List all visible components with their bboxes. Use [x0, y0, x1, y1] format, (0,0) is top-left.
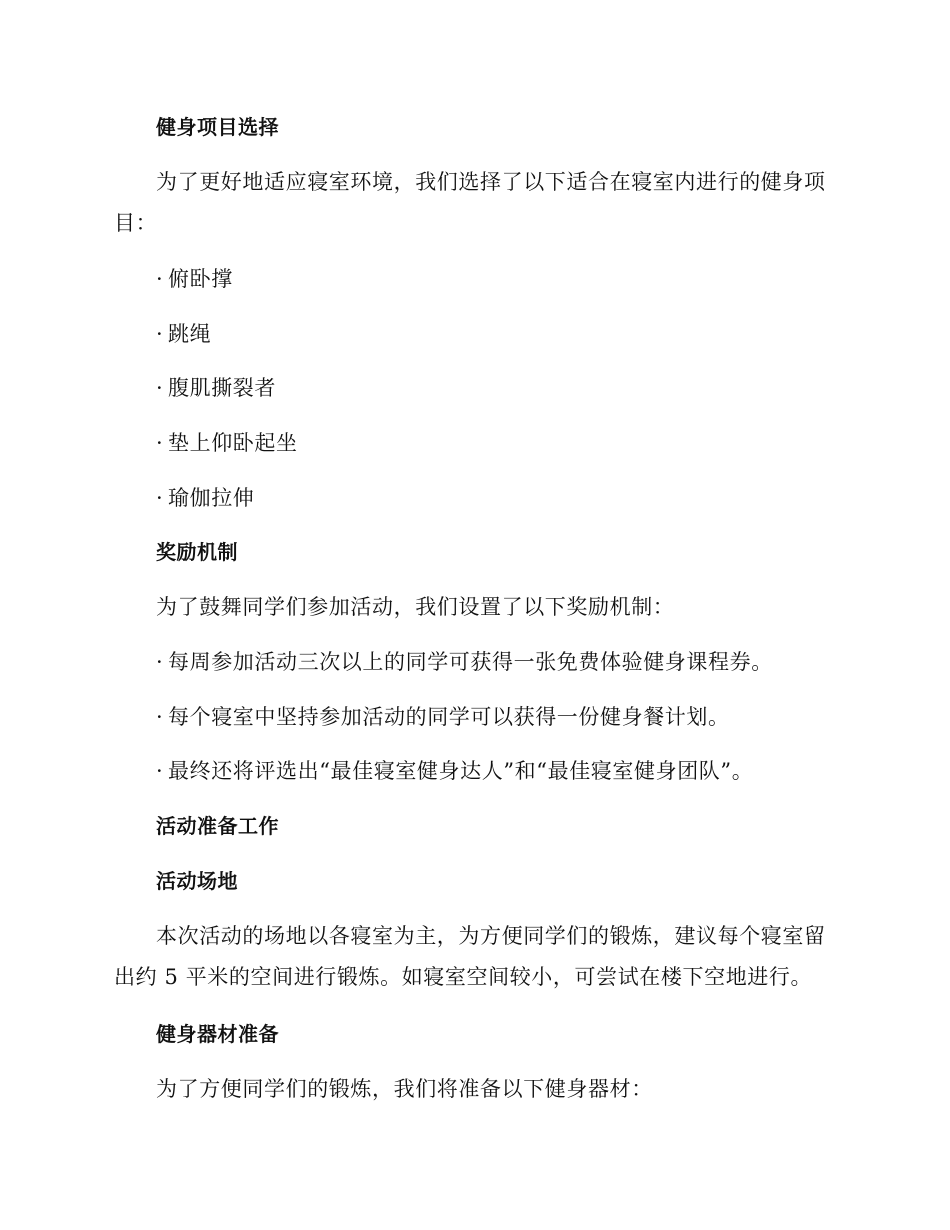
list-item-text: 垫上仰卧起坐	[168, 431, 298, 455]
bullet: ·	[156, 322, 164, 346]
section-heading-fitness-items: 健身项目选择	[156, 115, 279, 139]
list-item	[114, 374, 876, 402]
bullet: ·	[156, 431, 164, 455]
paragraph-fitness-intro: 为了更好地适应寝室环境，我们选择了以下适合在寝室内进行的健身项目：	[114, 170, 826, 235]
bullet: ·	[156, 267, 164, 291]
list-item	[114, 265, 876, 293]
list-item-text: 最终还将评选出“最佳寝室健身达人”和“最佳寝室健身团队”。	[168, 759, 754, 783]
bullet: ·	[156, 376, 164, 400]
section-heading-equipment: 健身器材准备	[156, 1022, 279, 1046]
list-item	[114, 648, 876, 676]
list-item-text: 每周参加活动三次以上的同学可获得一张免费体验健身课程券。	[168, 650, 773, 674]
paragraph-venue: 本次活动的场地以各寝室为主，为方便同学们的锻炼，建议每个寝室留出约 5 平米的空间进行锻炼。如寝室空间较小，可尝试在楼下空地进行。	[114, 924, 826, 989]
paragraph-rewards-intro: 为了鼓舞同学们参加活动，我们设置了以下奖励机制：	[156, 595, 675, 619]
list-item	[114, 703, 876, 731]
section-heading-venue: 活动场地	[156, 869, 238, 893]
bullet: ·	[156, 705, 164, 729]
bullet: ·	[156, 486, 164, 510]
list-item-text: 瑜伽拉伸	[168, 486, 255, 510]
list-item	[114, 757, 876, 785]
list-item-text: 跳绳	[168, 322, 212, 346]
list-item	[114, 320, 876, 348]
section-heading-preparation: 活动准备工作	[156, 814, 279, 838]
list-item	[114, 429, 876, 457]
list-item-text: 每个寝室中坚持参加活动的同学可以获得一份健身餐计划。	[168, 705, 730, 729]
bullet: ·	[156, 650, 164, 674]
list-item	[114, 484, 876, 512]
paragraph-equipment-intro: 为了方便同学们的锻炼，我们将准备以下健身器材：	[156, 1077, 653, 1101]
list-item-text: 腹肌撕裂者	[168, 376, 276, 400]
bullet: ·	[156, 759, 164, 783]
list-item-text: 俯卧撑	[168, 267, 233, 291]
section-heading-rewards: 奖励机制	[156, 540, 238, 564]
